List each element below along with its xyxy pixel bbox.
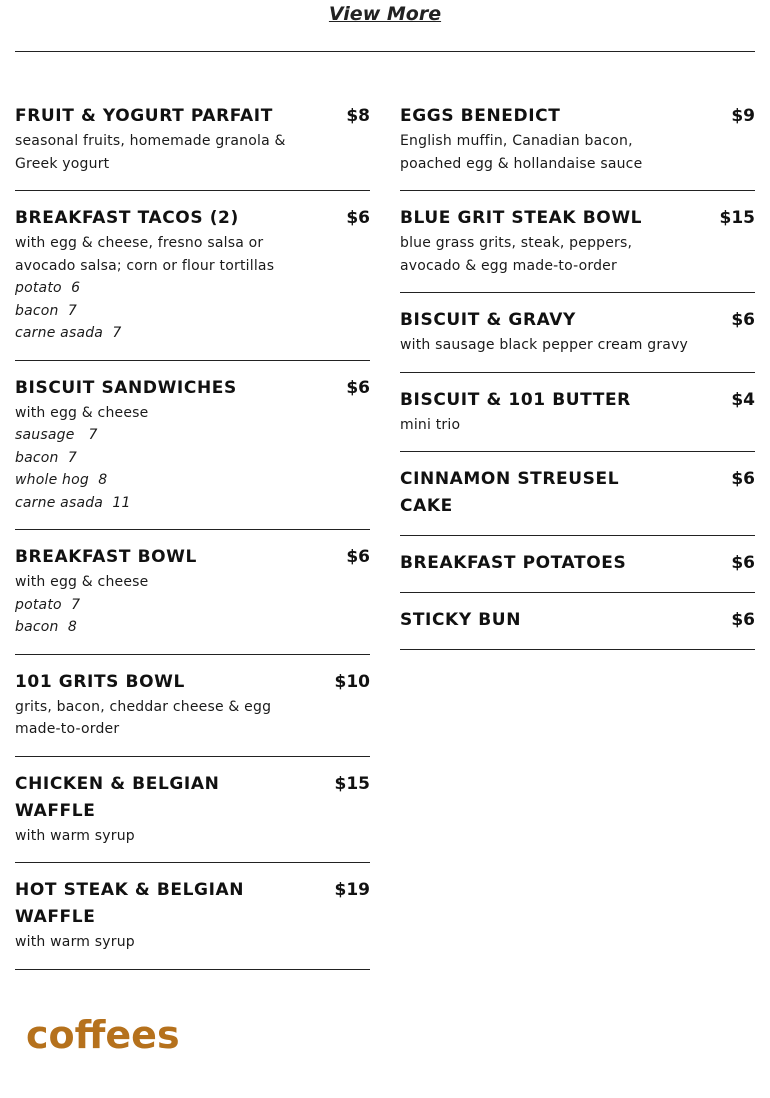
menu-item-price: $6: [346, 377, 370, 398]
menu-item-price: $6: [346, 208, 370, 228]
menu-item-price: $9: [731, 106, 755, 126]
section-title-coffees: coffees: [26, 1013, 180, 1057]
menu-item-addon: sausage 7: [15, 427, 98, 443]
menu-item-header: [15, 375, 370, 402]
menu-item-header: [400, 466, 755, 520]
menu-item: [15, 757, 370, 864]
menu-item-addon: potato 7: [15, 596, 81, 613]
menu-column-left: [15, 89, 370, 970]
menu-item-name: 101 GRITS BOWL: [15, 671, 185, 692]
menu-item-price: $15: [334, 773, 370, 794]
menu-item-name: BLUE GRIT STEAK BOWL: [400, 208, 643, 228]
menu-item-name: CINNAMON STREUSEL CAKE: [400, 469, 620, 516]
menu-item-header: [15, 877, 370, 931]
menu-item-name: FRUIT & YOGURT PARFAIT: [15, 106, 273, 126]
header-divider: [15, 51, 755, 52]
menu-item-name: BREAKFAST POTATOES: [400, 553, 627, 573]
menu-item-price: $6: [731, 310, 755, 330]
menu-item-addon: bacon 8: [15, 619, 78, 635]
menu-item-description: with warm syrup: [15, 827, 135, 844]
menu-item-addon: bacon 7: [15, 302, 78, 319]
view-more-link[interactable]: View More: [328, 3, 442, 25]
menu-item-price: $10: [334, 671, 370, 692]
menu-item-description: mini trio: [400, 416, 461, 433]
menu-item-addons: [15, 277, 370, 345]
menu-item-addon: carne asada 7: [15, 325, 122, 341]
menu-item-name: STICKY BUN: [400, 610, 522, 630]
menu-item-description: blue grass grits, steak, peppers, avocado & egg made-to-order: [400, 235, 633, 274]
menu-item-description: English muffin, Canadian bacon, poached egg & hollandaise sauce: [400, 133, 643, 172]
menu-item: [15, 191, 370, 361]
menu-item-header: [400, 205, 755, 232]
menu-item-price: $6: [731, 610, 755, 630]
menu-item-description: with egg & cheese: [15, 404, 149, 421]
menu-item-name: EGGS BENEDICT: [400, 106, 561, 126]
menu-item-description: with egg & cheese: [15, 574, 149, 590]
menu-item: [15, 655, 370, 757]
menu-item: [400, 373, 755, 453]
menu-item-addon: carne asada 11: [15, 494, 131, 511]
menu-item-description: with warm syrup: [15, 934, 135, 950]
menu-item-addon: potato 6: [15, 280, 81, 296]
menu-item-header: [15, 771, 370, 825]
menu-item-price: $6: [731, 469, 755, 489]
menu-item-header: [15, 205, 370, 232]
menu-item-name: BISCUIT & GRAVY: [400, 310, 576, 330]
menu-item-addons: [15, 594, 370, 639]
menu-item-name: BISCUIT & 101 BUTTER: [400, 389, 631, 410]
menu-item-header: [400, 550, 755, 577]
menu-item-price: $8: [346, 106, 370, 126]
menu-item-header: [400, 103, 755, 130]
menu-item-description: grits, bacon, cheddar cheese & egg made-to-order: [15, 698, 272, 737]
menu-item-addon: bacon 7: [15, 449, 78, 466]
menu-item-addon: whole hog 8: [15, 472, 108, 488]
menu-item: [15, 361, 370, 531]
menu-item: [400, 293, 755, 373]
menu-item-name: BREAKFAST BOWL: [15, 547, 197, 567]
menu-item: [15, 863, 370, 970]
menu-item-description: seasonal fruits, homemade granola & Greek yogurt: [15, 133, 286, 172]
menu-item-price: $6: [731, 553, 755, 573]
menu-item: [400, 89, 755, 191]
menu-item-header: [400, 307, 755, 334]
menu-item-header: [15, 103, 370, 130]
menu-item-name: CHICKEN & BELGIAN WAFFLE: [15, 773, 220, 821]
menu-item-price: $4: [731, 389, 755, 410]
menu-item: [400, 593, 755, 650]
menu-item-description: with egg & cheese, fresno salsa or avocado salsa; corn or flour tortillas: [15, 235, 275, 274]
menu-item-price: $19: [334, 880, 370, 900]
menu-item-header: [15, 669, 370, 696]
menu-item: [400, 191, 755, 293]
menu-item-name: BISCUIT SANDWICHES: [15, 377, 237, 398]
menu-item-header: [15, 544, 370, 571]
menu-item-price: $15: [719, 208, 755, 228]
menu-column-right: [400, 89, 755, 650]
menu-item-addons: [15, 424, 370, 514]
menu-item-name: BREAKFAST TACOS (2): [15, 208, 239, 228]
menu-item-header: [400, 607, 755, 634]
menu-item-header: [400, 387, 755, 414]
menu-item: [15, 530, 370, 655]
menu-item-price: $6: [346, 547, 370, 567]
menu-item-name: HOT STEAK & BELGIAN WAFFLE: [15, 880, 245, 927]
menu-item-description: with sausage black pepper cream gravy: [400, 337, 689, 353]
menu-item: [15, 89, 370, 191]
menu-item: [400, 452, 755, 536]
menu-item: [400, 536, 755, 593]
